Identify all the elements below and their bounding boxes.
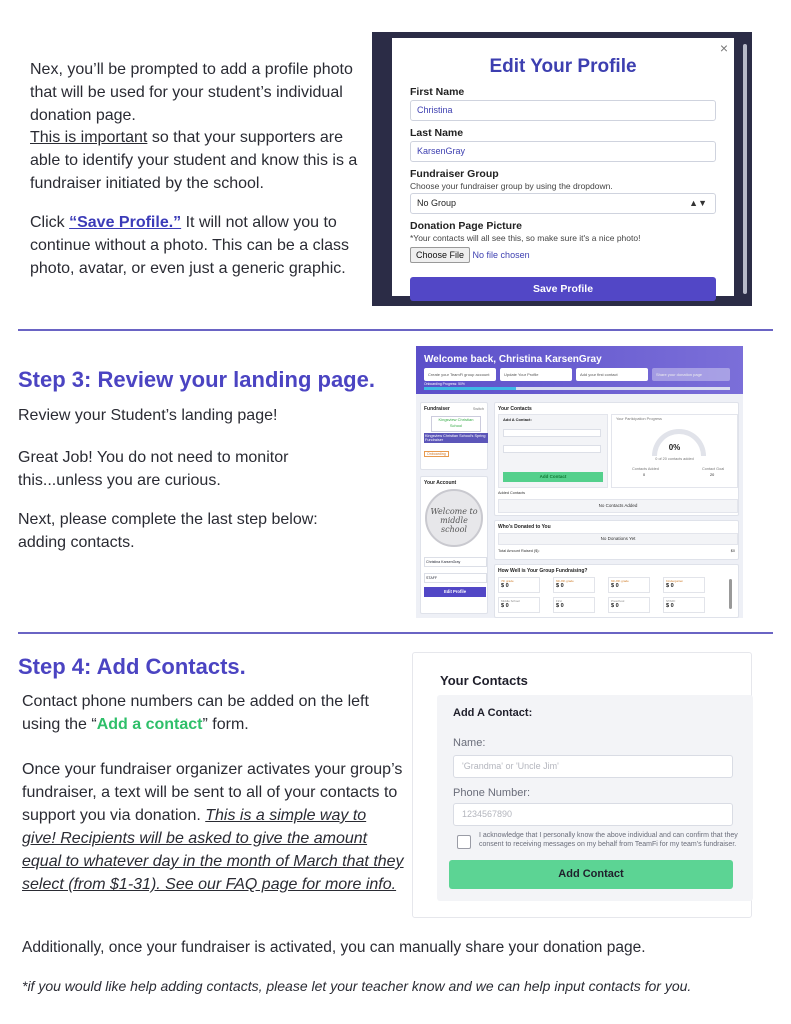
contacts-added-label: Contacts Added — [632, 467, 659, 471]
save-instruction-rest: It will not allow you to continue without a photo. This can be a class photo, avatar, or even just a generic graphic. — [30, 214, 350, 277]
section-divider-1 — [18, 329, 773, 331]
onboarding-progress-fill — [424, 387, 516, 390]
last-name-input[interactable]: KarsenGray — [410, 141, 716, 162]
add-a-contact-emphasis: Add a contact — [96, 716, 203, 733]
group-cell — [663, 597, 705, 613]
group-value: $ 0 — [611, 603, 619, 609]
add-contact-box — [498, 414, 608, 488]
your-contacts-heading: Your Contacts — [498, 406, 532, 412]
activation-share-text: Additionally, once your fundraiser is activated, you can manually share your donation page. — [22, 939, 646, 956]
edit-profile-button[interactable]: Edit Profile — [424, 587, 486, 597]
fundraiser-group-label: Fundraiser Group — [410, 168, 499, 180]
group-value: $ 0 — [556, 583, 564, 589]
landing-page-screenshot — [416, 346, 743, 618]
group-fundraising-card — [494, 564, 739, 618]
choose-file-button[interactable]: Choose File — [410, 247, 470, 263]
save-profile-button[interactable]: Save Profile — [410, 277, 716, 301]
onboarding-step-3[interactable]: Add your first contact — [576, 368, 648, 381]
phone-label: Phone Number: — [453, 787, 531, 799]
intro-paragraph: Nex, you’ll be prompted to add a profile photo that will be used for your student’s individual donation page. — [30, 61, 353, 124]
account-label: Your Account — [424, 480, 457, 486]
modal-scrollbar[interactable] — [743, 44, 747, 294]
welcome-banner — [416, 346, 743, 394]
step3-heading: Step 3: Review your landing page. — [18, 367, 375, 392]
modal-title: Edit Your Profile — [489, 56, 637, 77]
preview-name-input[interactable] — [503, 429, 601, 437]
participation-label: Your Participation Progress — [616, 417, 662, 421]
select-arrows-icon: ▲▼ — [689, 198, 707, 208]
group-name: 7th grade — [501, 579, 514, 583]
group-value: $ 0 — [556, 603, 564, 609]
welcome-heading: Welcome back, Christina KarsenGray — [424, 354, 602, 365]
fundraiser-group-help: Choose your fundraiser group by using the dropdown. — [410, 181, 613, 191]
file-picker — [410, 247, 716, 263]
group-name: STAFF — [666, 599, 676, 603]
section-divider-2 — [18, 632, 773, 634]
first-name-label: First Name — [410, 86, 465, 98]
status-badge: Onboarding — [424, 451, 449, 457]
total-raised-value: $0 — [730, 549, 735, 553]
consent-text: I acknowledge that I personally know the above individual and can confirm that they consent to receiving messages on my behalf from TeamFi for my team's fundraiser. — [479, 832, 738, 848]
group-name: Middle School — [501, 599, 520, 603]
group-name: 6th-8th grade — [611, 579, 629, 583]
group-cell — [663, 577, 705, 593]
add-contact-subtitle: Add A Contact: — [453, 707, 533, 719]
save-profile-emphasis: “Save Profile.” — [69, 214, 182, 231]
last-name-label: Last Name — [410, 127, 464, 139]
edit-profile-modal — [392, 38, 734, 296]
group-cell — [608, 597, 650, 613]
group-name: Preschool — [611, 599, 625, 603]
fundraiser-group-select[interactable] — [410, 193, 716, 214]
group-value: $ 0 — [666, 583, 674, 589]
contact-goal-value: 20 — [710, 473, 715, 477]
close-icon[interactable]: × — [719, 40, 728, 56]
group-name: Kindergarten — [666, 579, 684, 583]
onboarding-step-2[interactable]: Update Your Profile — [500, 368, 572, 381]
account-name-field: Christina KarsenGray — [424, 557, 487, 567]
participation-box — [611, 414, 738, 488]
no-file-text: No file chosen — [472, 250, 530, 260]
step3-next-text: Next, please complete the last step below: adding contacts. — [18, 511, 318, 551]
group-fundraising-heading: How Well is Your Group Fundraising? — [498, 568, 588, 574]
contact-goal-label: Contact Goal — [702, 467, 725, 471]
group-scrollbar[interactable] — [729, 579, 732, 609]
group-value: $ 0 — [501, 583, 509, 589]
group-value: $ 0 — [666, 603, 674, 609]
total-raised-label: Total Amount Raised ($): — [498, 549, 540, 553]
whos-donated-heading: Who's Donated to You — [498, 524, 551, 530]
onboarding-step-1[interactable]: Create your TeamFi group account — [424, 368, 496, 381]
step4-heading: Step 4: Add Contacts. — [18, 654, 246, 679]
onboarding-progress-label: Onboarding Progress: 50% — [424, 382, 465, 386]
group-cell — [498, 577, 540, 593]
importance-paragraph — [30, 126, 376, 195]
step3-review-text: Review your Student’s landing page! — [18, 407, 278, 424]
consent-checkbox[interactable] — [457, 835, 471, 849]
step3-great-job-text: Great Job! You do not need to monitor this...unless you are curious. — [18, 449, 289, 489]
group-name: 6th-8th grade — [556, 579, 574, 583]
campaign-name: Kingsview Christian School's Spring Fundraiser — [424, 433, 488, 443]
contacts-card — [494, 402, 739, 516]
school-logo: Kingsview Christian School — [431, 416, 481, 432]
save-instruction-paragraph — [30, 211, 376, 280]
contact-name-input[interactable]: 'Grandma' or 'Uncle Jim' — [453, 755, 733, 778]
no-contacts-box: No Contacts Added — [498, 499, 738, 513]
contacts-progress-text: 0 of 20 contacts added — [655, 457, 694, 461]
add-contact-panel — [437, 695, 753, 901]
group-cell — [553, 577, 595, 593]
importance-rest: so that your supporters are able to identify your student and know this is a fundraiser initiated by the school. — [30, 129, 358, 192]
picture-label: Donation Page Picture — [410, 220, 523, 232]
name-label: Name: — [453, 737, 486, 749]
account-group-field: STAFF — [424, 573, 487, 583]
picture-help: *Your contacts will all see this, so make sure it's a nice photo! — [410, 233, 641, 243]
contacts-screenshot — [412, 652, 752, 918]
fundraiser-card — [420, 402, 488, 470]
group-value: $ 0 — [501, 603, 509, 609]
group-cell — [553, 597, 595, 613]
importance-underline: This is important — [30, 129, 148, 146]
edit-profile-screenshot — [372, 32, 752, 306]
step4-instruction-pre: Contact phone numbers can be added on the left using the “ — [22, 693, 369, 733]
step4-activation-emphasis: This is a simple way to give! Recipients will be asked to give the amount equal to whatever day in the month of March that they select (from $1-31). See our FAQ page for more info. — [22, 807, 404, 893]
participation-percent: 0% — [668, 443, 681, 452]
group-value: $ 0 — [611, 583, 619, 589]
profile-photo: Welcome to middle school — [425, 489, 483, 547]
step4-activation-text — [22, 758, 404, 896]
preview-add-contact-button[interactable]: Add Contact — [503, 472, 603, 482]
help-note: *if you would like help adding contacts, please let your teacher know and we can help input contacts for you. — [22, 978, 692, 994]
step4-form-instruction — [22, 690, 392, 736]
add-contact-button[interactable]: Add Contact — [449, 860, 733, 889]
added-contacts-label: Added Contacts — [498, 491, 526, 495]
contacts-added-value: 0 — [643, 473, 646, 477]
group-cell — [498, 597, 540, 613]
onboarding-progress-bar — [424, 387, 730, 390]
no-donations-box: No Donations Yet — [498, 533, 738, 545]
account-card — [420, 476, 488, 614]
switch-link[interactable]: Switch — [472, 407, 484, 411]
add-a-contact-label: Add A Contact: — [503, 417, 532, 422]
contact-phone-input[interactable]: 1234567890 — [453, 803, 733, 826]
first-name-input[interactable]: Christina — [410, 100, 716, 121]
onboarding-step-4[interactable]: Share your donation page — [652, 368, 730, 381]
group-name: First — [556, 599, 562, 603]
donations-card — [494, 520, 739, 560]
save-instruction-pre: Click — [30, 214, 70, 231]
preview-phone-input[interactable] — [503, 445, 601, 453]
contacts-title: Your Contacts — [440, 673, 528, 688]
fundraiser-label: Fundraiser — [424, 406, 450, 412]
fundraiser-group-value: No Group — [417, 198, 457, 208]
step4-instruction-post: ” form. — [202, 716, 249, 733]
step4-activation-plain: Once your fundraiser organizer activates your group’s fundraiser, a text will be sent to all of your contacts to support you via donation. — [22, 761, 403, 824]
group-cell — [608, 577, 650, 593]
